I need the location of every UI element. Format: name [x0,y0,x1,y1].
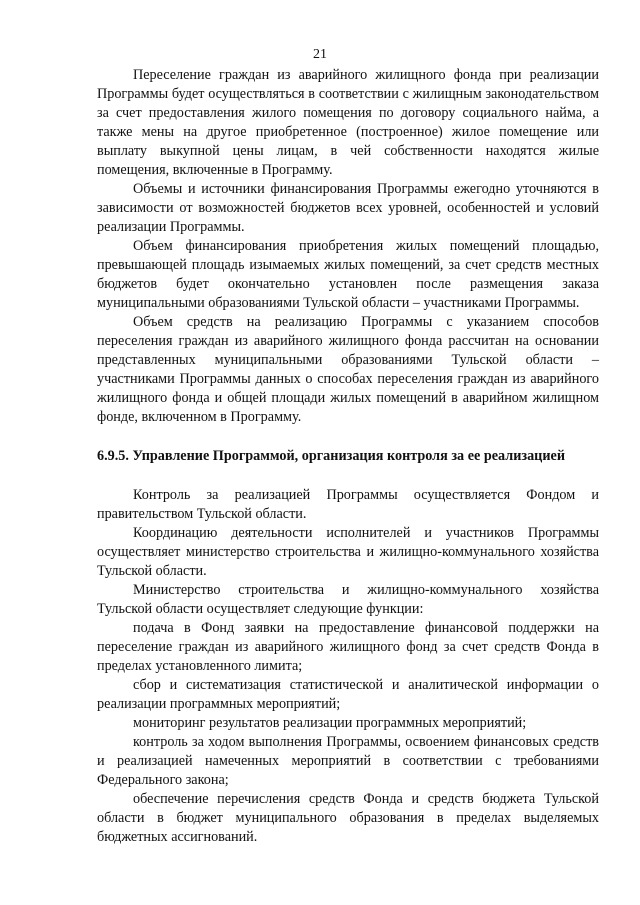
function-item-statistics: сбор и систематизация статистической и аналитической информации о реализации программных мероприятий; [97,677,599,712]
paragraph-ministry-functions: Министерство строительства и жилищно-коммунального хозяйства Тульской области осуществляет следующие функции: [97,582,599,617]
function-item-execution-control: контроль за ходом выполнения Программы, освоением финансовых средств и реализацией намеченных мероприятий в соответствии с требованиями Федерального закона; [97,734,599,788]
document-body [97,66,599,847]
page-number: 21 [313,47,327,62]
function-item-transfer: обеспечение перечисления средств Фонда и средств бюджета Тульской области в бюджет муниципального образования в пределах выделяемых бюджетных ассигнований. [97,791,599,845]
paragraph-resettlement: Переселение граждан из аварийного жилищного фонда при реализации Программы будет осуществляться в соответствии с жилищным законодательством за счет предоставления жилого помещения по договору социального найма, а также мены на другое приобретенное (построенное) жилое помещение или выплату выкупной цены лицам, в чей собственности находятся жилые помещения, включенные в Программу. [97,67,599,178]
paragraph-coordination: Координацию деятельности исполнителей и участников Программы осуществляет министерство строительства и жилищно-коммунального хозяйства Тульской области. [97,525,599,579]
paragraph-funding-sources: Объемы и источники финансирования Программы ежегодно уточняются в зависимости от возможностей бюджетов всех уровней, особенностей и условий реализации Программы. [97,181,599,235]
paragraph-funds-calculation: Объем средств на реализацию Программы с указанием способов переселения граждан из аварийного жилищного фонда рассчитан на основании представленных муниципальными образованиями Тульской области – участниками Программы данных о способах переселения граждан из аварийного жилищного фонда и общей площади жилых помещений в аварийном жилищном фонде, включенном в Программу. [97,314,599,425]
function-item-monitoring: мониторинг результатов реализации программных мероприятий; [133,715,527,731]
paragraph-control: Контроль за реализацией Программы осуществляется Фондом и правительством Тульской области. [97,487,599,522]
function-item-application: подача в Фонд заявки на предоставление финансовой поддержки на переселение граждан из аварийного жилищного фонд за счет средств Фонда в пределах установленного лимита; [97,620,599,674]
section-heading: 6.9.5. Управление Программой, организация контроля за ее реализацией [97,448,565,464]
paragraph-financing-volume: Объем финансирования приобретения жилых помещений площадью, превышающей площадь изымаемых жилых помещений, за счет средств местных бюджетов будет окончательно установлен после размещения заказа муниципальными образованиями Тульской области – участниками Программы. [97,238,599,311]
